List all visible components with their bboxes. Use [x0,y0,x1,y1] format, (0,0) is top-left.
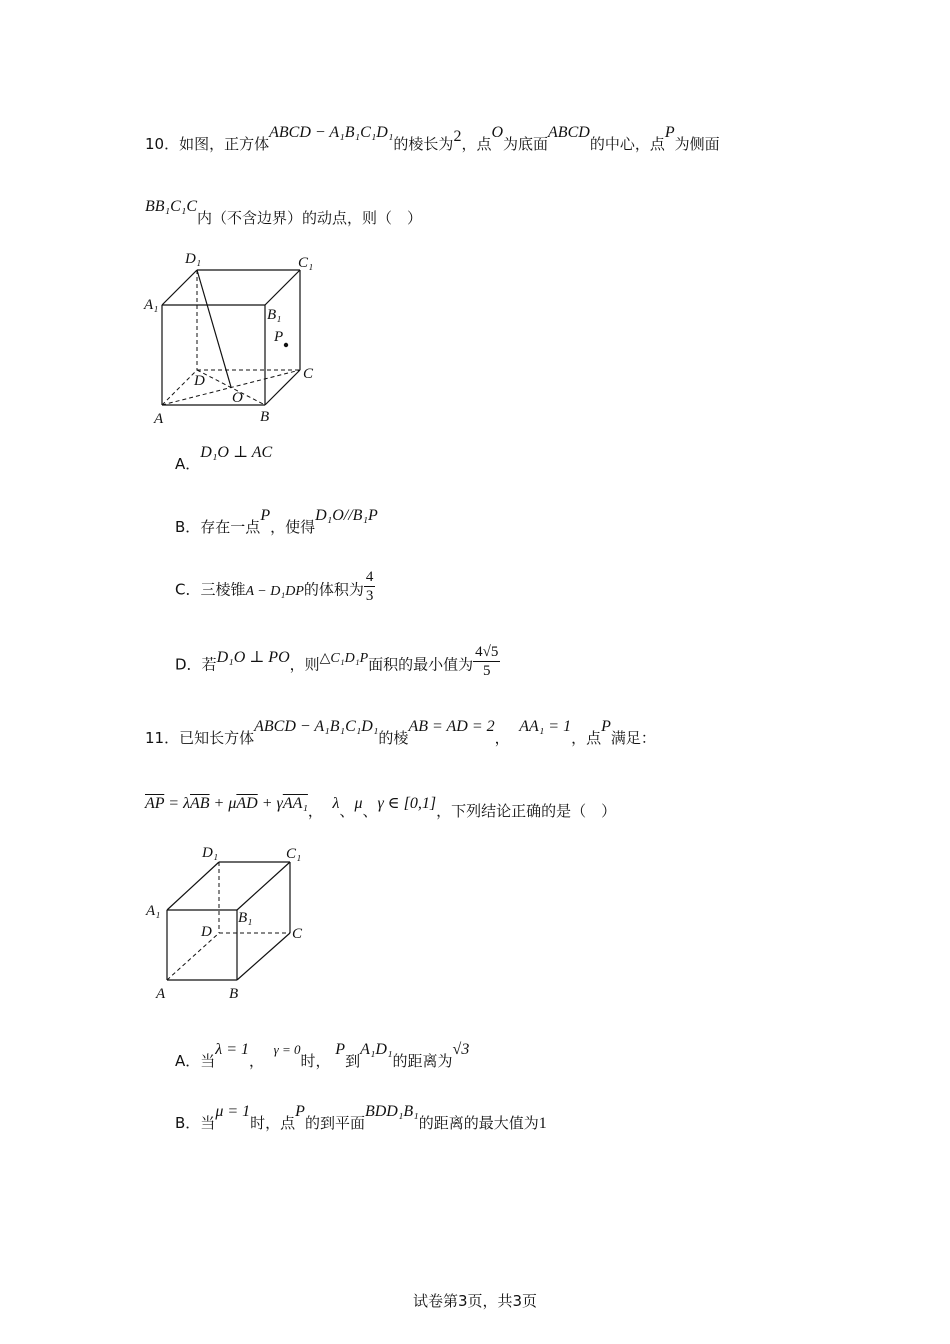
label-a1: A₁ [144,297,159,313]
label-c1: C₁ [286,846,302,862]
figure-cube-1 [140,245,340,435]
q10-line-1: 10．如图，正方体ABCD − A₁B₁C₁D₁的棱长为2，点O为底面ABCD的中心，点P为侧面 [145,124,720,153]
label-d: D [194,373,205,389]
page-footer: 试卷第3页，共3页 [412,1292,538,1310]
label-a: A [156,986,166,1002]
label-o: O [232,390,243,406]
q10-line-2: BB₁C₁C内（不含边界）的动点，则（ ） [145,198,423,227]
label-b: B [260,409,270,425]
label-b1: B₁ [267,307,282,323]
label-b1: B₁ [238,910,253,926]
q10-option-d: D．若D₁O ⊥ PO，则△C₁D₁P面积的最小值为 $\frac{4√5}{5}$ [175,644,499,679]
label-c: C [303,366,314,382]
figure-cuboid-2 [140,840,330,1005]
fraction-4root5-5: $\frac{4√5}{5}$ [475,644,499,679]
q11-line-1: 11．已知长方体ABCD − A₁B₁C₁D₁的棱AB = AD = 2， AA₁ = 1，点P满足： [145,718,656,747]
label-b: B [229,986,239,1002]
label-p: P [274,329,284,345]
label-d1: D₁ [202,845,219,861]
q10-option-c: C．三棱锥A − D₁DP的体积为 $\frac{4}{3}$ [175,569,374,604]
label-c: C [292,926,303,942]
q10-option-a: A．D₁O ⊥ AC [175,444,273,473]
label-a1: A₁ [146,903,161,919]
q11-line-2: $\overline{AP} = \lambda\overline{AB} + \mu\overline{AD} + \gamma AA_1$， λ、μ、γ ∈ [0,1]，下列结论正确的是（ ） [145,795,617,820]
label-a: A [154,411,164,427]
label-d: D [201,924,212,940]
fraction-4-3: $\frac{4}{3}$ [365,569,374,604]
q11-option-b: B．当μ = 1时，点P的到平面BDD₁B₁的距离的最大值为1 [175,1103,547,1132]
label-d1: D₁ [185,251,202,267]
q11-option-a: A．当λ = 1， γ = 0时， P到A₁D₁的距离为√3 [175,1041,470,1070]
label-c1: C₁ [298,255,314,271]
q10-option-b: B．存在一点P，使得D₁O//B₁P [175,507,378,536]
math-cube-name: ABCD − A₁B₁C₁D₁ [269,124,394,141]
